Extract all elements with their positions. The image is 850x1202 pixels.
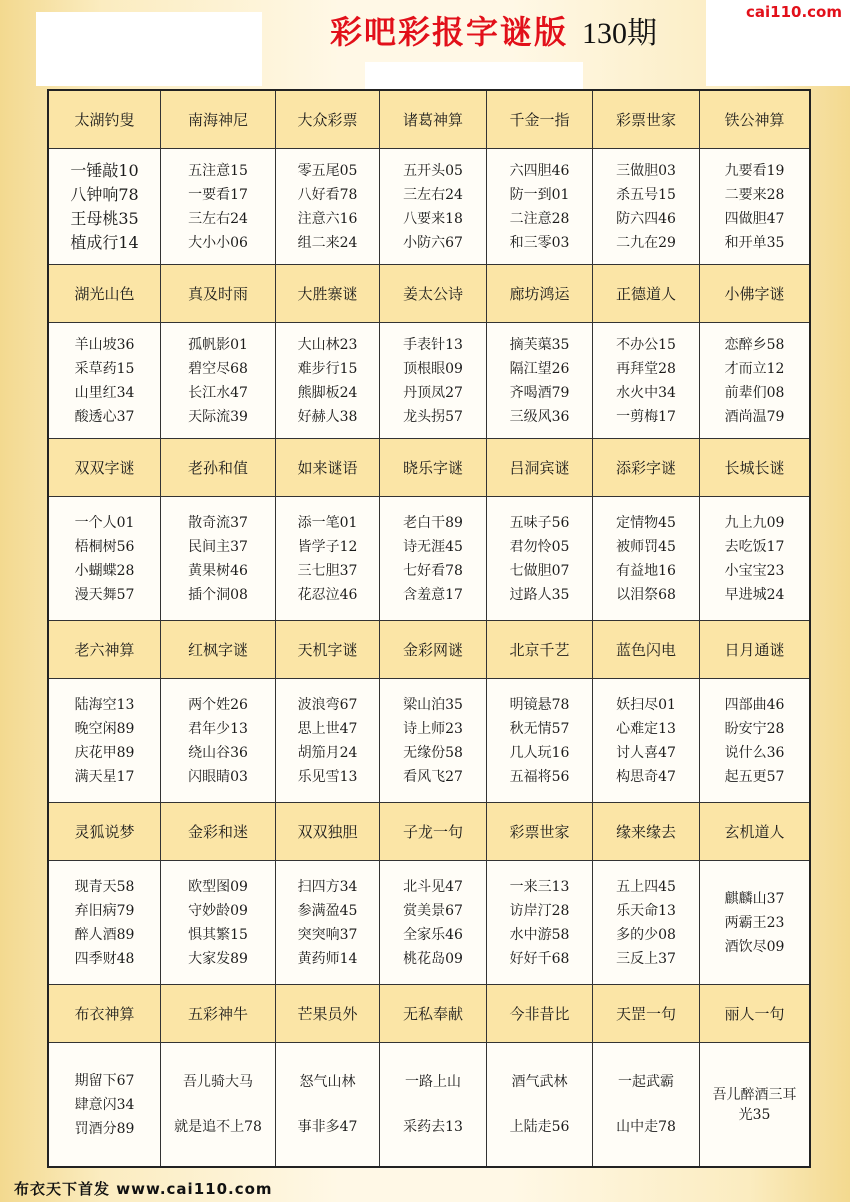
prediction-line: 大小小06 [188, 234, 248, 251]
prediction-line: 扫四方34 [297, 878, 358, 895]
prediction-line: 肆意闪34 [74, 1096, 135, 1113]
prediction-line: 君勿怜05 [509, 538, 570, 555]
prediction-line: 好好千68 [509, 950, 570, 967]
column-header: 真及时雨 [161, 265, 276, 323]
prediction-cell [487, 497, 593, 621]
prediction-line: 早进城24 [724, 586, 785, 603]
prediction-cell [161, 679, 276, 803]
column-header: 太湖钓叟 [49, 91, 161, 149]
prediction-line: 好赫人38 [297, 408, 358, 425]
prediction-line: 皆学子12 [297, 538, 358, 555]
column-header: 姜太公诗 [380, 265, 487, 323]
prediction-line: 胡笳月24 [297, 744, 358, 761]
prediction-line: 妖扫尽01 [616, 696, 676, 713]
prediction-line: 六四胆46 [509, 162, 570, 179]
prediction-line: 参满盈45 [297, 902, 358, 919]
prediction-line: 黄果树46 [188, 562, 248, 579]
prediction-line: 二要来28 [724, 186, 785, 203]
prediction-line: 吾儿骑大马 [183, 1073, 253, 1090]
prediction-cell [380, 149, 487, 265]
column-header: 彩票世家 [593, 91, 700, 149]
prediction-line: 酒尚温79 [724, 408, 785, 425]
column-header: 吕洞宾谜 [487, 439, 593, 497]
prediction-line: 一路上山 [405, 1073, 461, 1090]
prediction-line: 明镜悬78 [509, 696, 570, 713]
prediction-line: 不办公15 [616, 336, 676, 353]
prediction-line: 全家乐46 [403, 926, 463, 943]
prediction-line: 酒气武林 [511, 1073, 568, 1090]
prediction-line: 波浪弯67 [297, 696, 358, 713]
prediction-line: 小宝宝23 [724, 562, 785, 579]
prediction-cell [49, 497, 161, 621]
prediction-line: 诗上师23 [403, 720, 463, 737]
prediction-cell [487, 149, 593, 265]
prediction-cell [161, 323, 276, 439]
prediction-line: 三做胆03 [616, 162, 676, 179]
column-header: 南海神尼 [161, 91, 276, 149]
prediction-line: 漫天舞57 [74, 586, 135, 603]
column-header: 双双独胆 [276, 803, 380, 861]
prediction-line: 一起武霸 [618, 1073, 674, 1090]
column-header: 彩票世家 [487, 803, 593, 861]
prediction-line: 吾儿醉酒三耳光35 [712, 1086, 797, 1123]
column-header: 金彩和迷 [161, 803, 276, 861]
prediction-line: 就是追不上78 [174, 1119, 262, 1136]
prediction-line: 五注意15 [188, 162, 248, 179]
prediction-cell [487, 861, 593, 985]
column-header: 大众彩票 [276, 91, 380, 149]
prediction-cell [700, 1043, 809, 1166]
prediction-line: 多的少08 [616, 926, 676, 943]
prediction-cell [380, 861, 487, 985]
prediction-line: 上陆走56 [509, 1119, 570, 1136]
issue-number: 130期 [582, 17, 658, 50]
prediction-line: 君年少13 [188, 720, 248, 737]
prediction-line: 盼安宁28 [724, 720, 785, 737]
prediction-line: 赏美景67 [403, 902, 463, 919]
prediction-cell [380, 679, 487, 803]
prediction-line: 三反上37 [616, 950, 676, 967]
prediction-line: 恋醉乡58 [724, 336, 785, 353]
prediction-cell [380, 1043, 487, 1166]
column-header: 无私奉献 [380, 985, 487, 1043]
prediction-line: 闪眼睛03 [188, 768, 248, 785]
prediction-cell [380, 497, 487, 621]
prediction-line: 讨人喜47 [616, 744, 676, 761]
prediction-line: 起五更57 [724, 768, 785, 785]
prediction-line: 欧型图09 [188, 878, 248, 895]
prediction-line: 老白干89 [403, 514, 463, 531]
prediction-line: 说什么36 [724, 744, 785, 761]
prediction-line: 杀五号15 [616, 186, 676, 203]
prediction-line: 碧空尽68 [188, 360, 248, 377]
prediction-cell [276, 1043, 380, 1166]
prediction-line: 添一笔01 [297, 514, 358, 531]
prediction-line: 突突响37 [297, 926, 358, 943]
prediction-cell [487, 679, 593, 803]
page-title [330, 12, 657, 52]
prediction-line: 采草药15 [74, 360, 135, 377]
prediction-line: 小蝴蝶28 [74, 562, 135, 579]
prediction-line: 水火中34 [616, 384, 676, 401]
prediction-line: 天际流39 [188, 408, 248, 425]
prediction-cell [700, 861, 809, 985]
prediction-line: 七好看78 [403, 562, 463, 579]
column-header: 红枫字谜 [161, 621, 276, 679]
prediction-line: 满天星17 [74, 768, 135, 785]
prediction-cell [700, 323, 809, 439]
column-header: 芒果员外 [276, 985, 380, 1043]
footer-text: 布衣天下首发 www.cai110.com [14, 1180, 273, 1198]
prediction-line: 期留下67 [74, 1072, 135, 1089]
prediction-cell [593, 861, 700, 985]
column-header: 天罡一句 [593, 985, 700, 1043]
prediction-cell [593, 497, 700, 621]
column-header: 如来谜语 [276, 439, 380, 497]
prediction-line: 访岸汀28 [509, 902, 570, 919]
column-header: 北京千艺 [487, 621, 593, 679]
riddle-table [47, 89, 811, 1168]
prediction-line: 花忍泣46 [297, 586, 358, 603]
prediction-line: 桃花岛09 [403, 950, 463, 967]
prediction-line: 难步行15 [297, 360, 358, 377]
prediction-line: 才而立12 [724, 360, 785, 377]
prediction-line: 四做胆47 [724, 210, 785, 227]
blank-white-block-left [36, 12, 262, 86]
prediction-line: 三级风36 [509, 408, 570, 425]
prediction-line: 五开头05 [403, 162, 463, 179]
prediction-line: 手表针13 [403, 336, 463, 353]
prediction-line: 孤帆影01 [188, 336, 248, 353]
prediction-line: 五福将56 [509, 768, 570, 785]
prediction-line: 梁山泊35 [403, 696, 463, 713]
prediction-line: 龙头拐57 [403, 408, 463, 425]
prediction-line: 一来三13 [509, 878, 570, 895]
prediction-line: 看风飞27 [403, 768, 463, 785]
prediction-line: 采药去13 [403, 1119, 463, 1136]
column-header: 廊坊鸿运 [487, 265, 593, 323]
prediction-line: 散奇流37 [188, 514, 248, 531]
column-header: 日月通谜 [700, 621, 809, 679]
prediction-line: 三七胆37 [297, 562, 358, 579]
prediction-line: 民间主37 [188, 538, 248, 555]
prediction-line: 守妙龄09 [188, 902, 248, 919]
prediction-line: 齐喝酒79 [509, 384, 570, 401]
prediction-cell [487, 1043, 593, 1166]
prediction-line: 酒饮尽09 [724, 938, 785, 955]
prediction-line: 和三零03 [509, 234, 570, 251]
column-header: 长城长谜 [700, 439, 809, 497]
title-main: 彩吧彩报字谜版 [330, 13, 569, 51]
prediction-line: 前辈们08 [724, 384, 785, 401]
prediction-cell [49, 861, 161, 985]
prediction-line: 摘芙蕖35 [509, 336, 570, 353]
prediction-line: 九上九09 [724, 514, 785, 531]
prediction-line: 罚酒分89 [74, 1120, 135, 1137]
prediction-line: 零五尾05 [297, 162, 358, 179]
prediction-line: 有益地16 [616, 562, 676, 579]
column-header: 湖光山色 [49, 265, 161, 323]
prediction-line: 怒气山林 [299, 1073, 356, 1090]
prediction-line: 乐见雪13 [297, 768, 358, 785]
prediction-line: 水中游58 [509, 926, 570, 943]
prediction-line: 事非多47 [297, 1119, 358, 1136]
prediction-line: 一个人01 [74, 514, 135, 531]
prediction-line: 弃旧病79 [74, 902, 135, 919]
prediction-line: 插个洞08 [188, 586, 248, 603]
prediction-line: 北斗见47 [403, 878, 463, 895]
column-header: 诸葛神算 [380, 91, 487, 149]
column-header: 千金一指 [487, 91, 593, 149]
prediction-line: 诗无涯45 [403, 538, 463, 555]
prediction-line: 麒麟山37 [724, 890, 785, 907]
prediction-line: 七做胆07 [509, 562, 570, 579]
prediction-cell [700, 149, 809, 265]
column-header: 铁公神算 [700, 91, 809, 149]
prediction-line: 去吃饭17 [724, 538, 785, 555]
prediction-line: 四季财48 [74, 950, 135, 967]
prediction-line: 九要看19 [724, 162, 785, 179]
prediction-cell [593, 323, 700, 439]
prediction-line: 八要来18 [403, 210, 463, 227]
prediction-line: 过路人35 [509, 586, 570, 603]
prediction-line: 梧桐树56 [74, 538, 135, 555]
prediction-cell [161, 497, 276, 621]
column-header: 五彩神牛 [161, 985, 276, 1043]
column-header: 灵狐说梦 [49, 803, 161, 861]
prediction-line: 心难定13 [616, 720, 676, 737]
prediction-cell [49, 149, 161, 265]
prediction-line: 山中走78 [616, 1119, 676, 1136]
prediction-line: 现青天58 [74, 878, 135, 895]
prediction-cell [49, 323, 161, 439]
prediction-cell [276, 149, 380, 265]
column-header: 天机字谜 [276, 621, 380, 679]
prediction-line: 隔江望26 [509, 360, 570, 377]
prediction-cell [161, 149, 276, 265]
prediction-cell [276, 861, 380, 985]
prediction-line: 五味子56 [509, 514, 570, 531]
column-header: 双双字谜 [49, 439, 161, 497]
column-header: 添彩字谜 [593, 439, 700, 497]
column-header: 小佛字谜 [700, 265, 809, 323]
prediction-line: 庆花甲89 [74, 744, 135, 761]
prediction-line: 绕山谷36 [188, 744, 248, 761]
prediction-line: 两霸王23 [724, 914, 785, 931]
column-header: 晓乐字谜 [380, 439, 487, 497]
prediction-line: 三左右24 [188, 210, 248, 227]
prediction-line: 含羞意17 [403, 586, 463, 603]
prediction-line: 乐天命13 [616, 902, 676, 919]
prediction-line: 一剪梅17 [616, 408, 676, 425]
column-header: 丽人一句 [700, 985, 809, 1043]
prediction-line: 五上四45 [616, 878, 676, 895]
prediction-cell [161, 1043, 276, 1166]
prediction-line: 两个姓26 [188, 696, 248, 713]
prediction-line: 王母桃35 [70, 208, 139, 228]
prediction-line: 顶根眼09 [403, 360, 463, 377]
prediction-line: 大山林23 [297, 336, 358, 353]
prediction-line: 秋无情57 [509, 720, 570, 737]
column-header: 大胜寨谜 [276, 265, 380, 323]
prediction-line: 八好看78 [297, 186, 358, 203]
prediction-line: 三左右24 [403, 186, 463, 203]
prediction-cell [276, 323, 380, 439]
prediction-line: 定情物45 [616, 514, 676, 531]
prediction-cell [487, 323, 593, 439]
prediction-line: 再拜堂28 [616, 360, 676, 377]
prediction-line: 二注意28 [509, 210, 570, 227]
prediction-line: 小防六67 [403, 234, 463, 251]
site-logo: cai110.com [742, 2, 846, 22]
prediction-line: 羊山坡36 [74, 336, 135, 353]
prediction-line: 防六四46 [616, 210, 676, 227]
prediction-line: 几人玩16 [509, 744, 570, 761]
prediction-line: 二九在29 [616, 234, 676, 251]
prediction-line: 醉人酒89 [74, 926, 135, 943]
prediction-line: 注意六16 [297, 210, 358, 227]
column-header: 布衣神算 [49, 985, 161, 1043]
prediction-line: 陆海空13 [74, 696, 135, 713]
prediction-line: 山里红34 [74, 384, 135, 401]
prediction-line: 植成行14 [70, 232, 139, 252]
prediction-cell [49, 1043, 161, 1166]
column-header: 金彩网谜 [380, 621, 487, 679]
column-header: 今非昔比 [487, 985, 593, 1043]
prediction-cell [49, 679, 161, 803]
column-header: 蓝色闪电 [593, 621, 700, 679]
prediction-line: 大家发89 [188, 950, 248, 967]
prediction-line: 和开单35 [724, 234, 785, 251]
prediction-line: 以泪祭68 [616, 586, 676, 603]
column-header: 老六神算 [49, 621, 161, 679]
column-header: 缘来缘去 [593, 803, 700, 861]
prediction-line: 长江水47 [188, 384, 248, 401]
prediction-cell [276, 679, 380, 803]
prediction-cell [380, 323, 487, 439]
prediction-line: 无缘份58 [403, 744, 463, 761]
prediction-cell [276, 497, 380, 621]
prediction-line: 思上世47 [297, 720, 358, 737]
prediction-line: 酸透心37 [74, 408, 135, 425]
prediction-cell [700, 497, 809, 621]
prediction-line: 黄药师14 [297, 950, 358, 967]
prediction-line: 八钟响78 [70, 184, 139, 204]
prediction-line: 防一到01 [509, 186, 570, 203]
column-header: 正德道人 [593, 265, 700, 323]
column-header: 玄机道人 [700, 803, 809, 861]
prediction-line: 组二来24 [297, 234, 358, 251]
prediction-line: 四部曲46 [724, 696, 785, 713]
prediction-line: 被师罚45 [616, 538, 676, 555]
prediction-line: 熊脚板24 [297, 384, 358, 401]
prediction-line: 构思奇47 [616, 768, 676, 785]
prediction-cell [593, 149, 700, 265]
prediction-line: 一要看17 [188, 186, 248, 203]
column-header: 子龙一句 [380, 803, 487, 861]
prediction-line: 一锤敲10 [70, 160, 139, 180]
prediction-cell [593, 679, 700, 803]
prediction-cell [593, 1043, 700, 1166]
prediction-cell [161, 861, 276, 985]
prediction-line: 惧其繁15 [188, 926, 248, 943]
prediction-line: 晚空闲89 [74, 720, 135, 737]
prediction-cell [700, 679, 809, 803]
column-header: 老孙和值 [161, 439, 276, 497]
prediction-line: 丹顶凤27 [403, 384, 463, 401]
